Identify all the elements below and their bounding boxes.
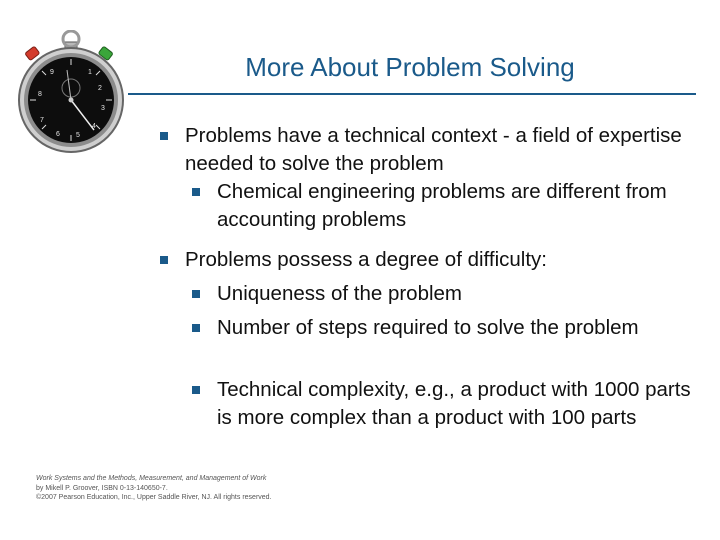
bullet-item	[217, 178, 700, 233]
bullet-item	[185, 246, 700, 274]
dial-number: 8	[38, 91, 42, 98]
slide-title: More About Problem Solving	[245, 52, 575, 82]
bullet-item	[185, 122, 700, 177]
bullet-item	[217, 376, 700, 431]
bullet-text: Uniqueness of the problem	[217, 282, 463, 305]
square-bullet-icon	[160, 132, 168, 140]
dial-number: 7	[40, 117, 44, 124]
square-bullet-icon	[192, 290, 200, 298]
bullet-item	[217, 280, 700, 308]
stopwatch-left-button	[25, 46, 40, 60]
bullet-item	[217, 314, 700, 342]
square-bullet-icon	[192, 324, 200, 332]
title-divider	[128, 93, 696, 95]
bullet-text: Technical complexity, e.g., a product with 1000 parts is more complex than a product with 100 parts	[217, 378, 691, 429]
footer-book-title: Work Systems and the Methods, Measurement, and Management of Work	[36, 475, 267, 482]
stopwatch-icon	[12, 30, 130, 160]
square-bullet-icon	[160, 256, 168, 264]
dial-number: 1	[88, 69, 92, 76]
bullet-text: Problems possess a degree of difficulty:	[185, 248, 547, 271]
dial-number: 4	[92, 123, 96, 130]
footer-author-line: by Mikell P. Groover, ISBN 0-13-140650-7.	[36, 484, 168, 492]
dial-number: 5	[76, 132, 80, 139]
footer-copyright-line: ©2007 Pearson Education, Inc., Upper Saddle River, NJ. All rights reserved.	[36, 494, 272, 502]
dial-number: 3	[101, 105, 105, 112]
stopwatch-hub	[69, 98, 74, 103]
square-bullet-icon	[192, 188, 200, 196]
bullet-text: Number of steps required to solve the problem	[217, 316, 639, 339]
bullet-text: Problems have a technical context - a field of expertise needed to solve the problem	[185, 124, 682, 175]
dial-number: 2	[98, 85, 102, 92]
footer-citation	[36, 474, 272, 503]
dial-number: 6	[56, 131, 60, 138]
dial-number: 9	[50, 69, 54, 76]
square-bullet-icon	[192, 386, 200, 394]
bullet-text: Chemical engineering problems are different from accounting problems	[217, 180, 667, 231]
